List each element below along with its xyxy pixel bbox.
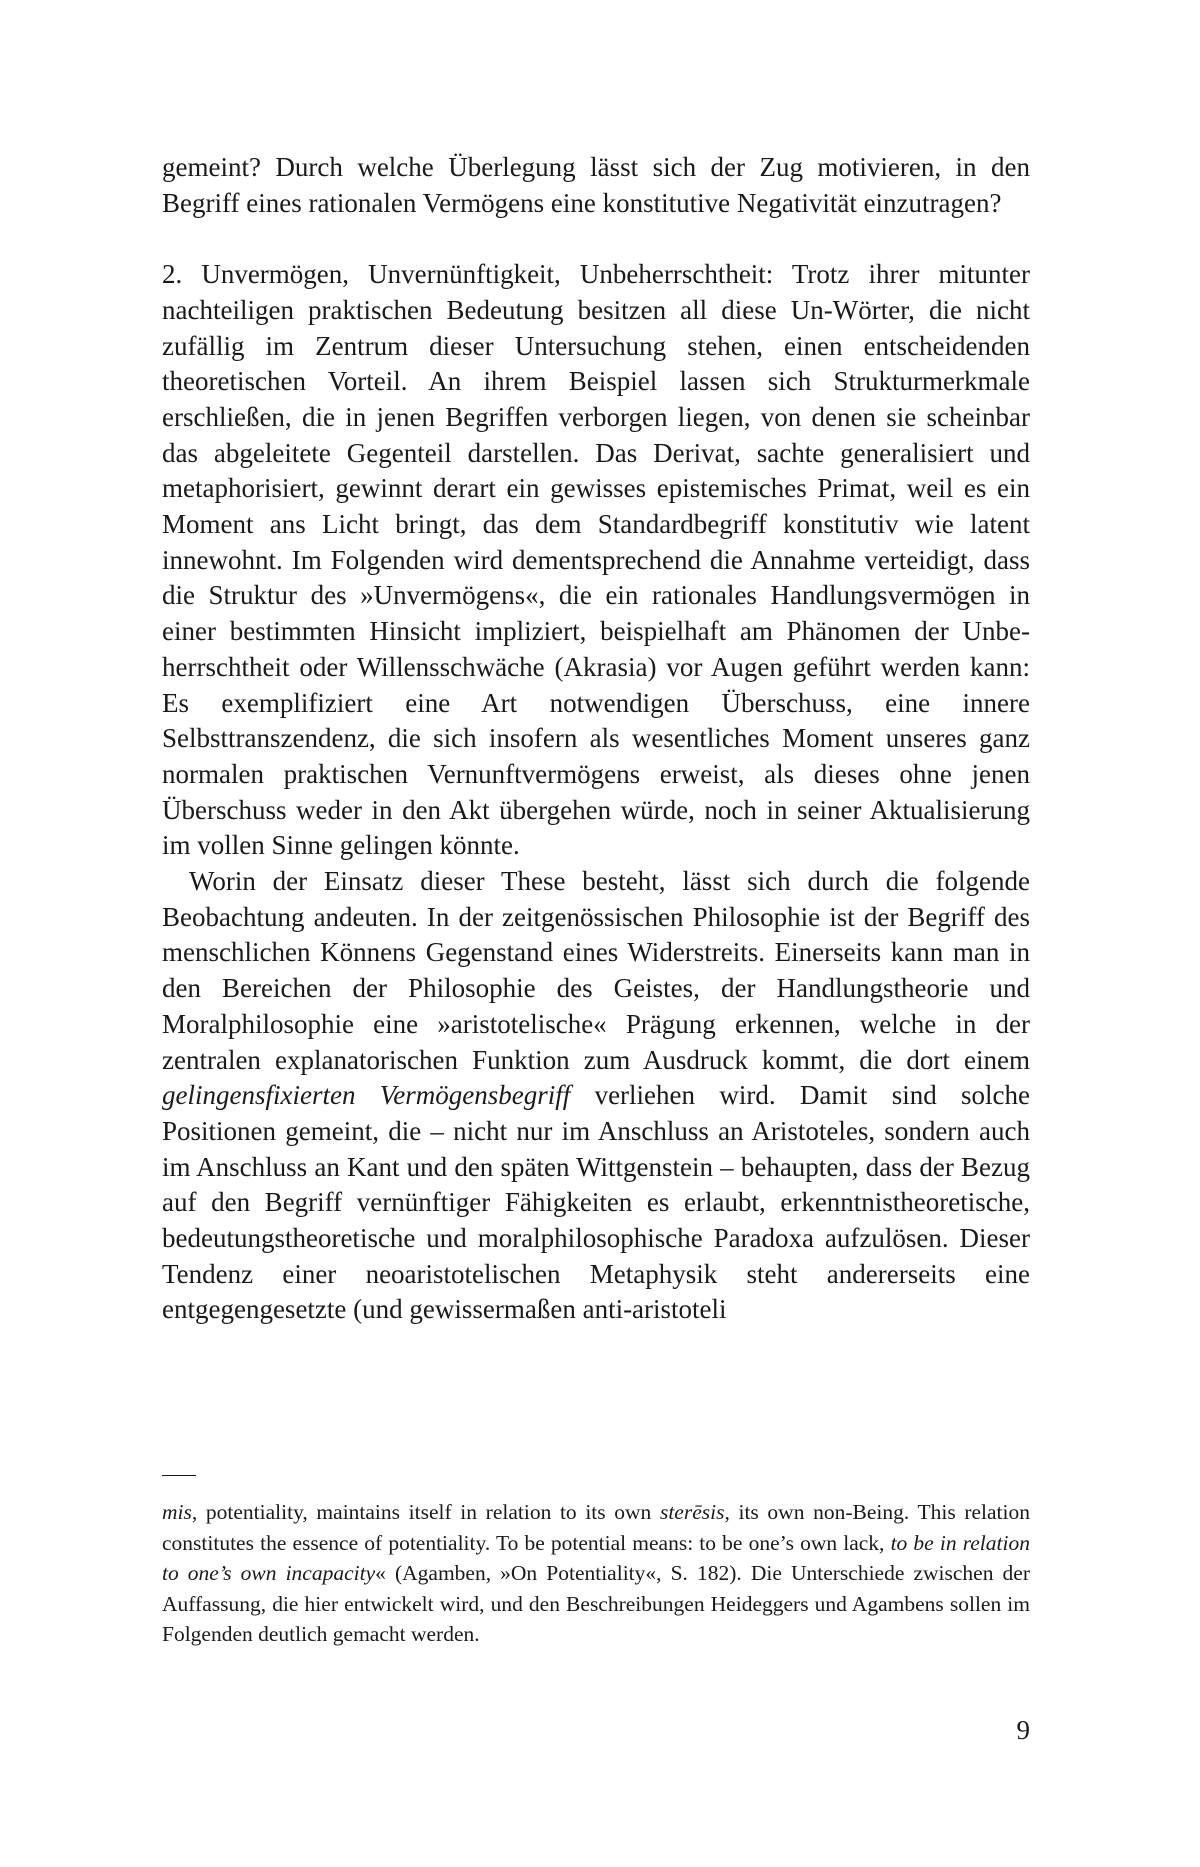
footnote-text-1: , potentiality, maintains itself in relation to its own — [191, 1500, 660, 1524]
page-number: 9 — [1016, 1715, 1030, 1745]
paragraph-thesis-emphasis: gelingensfixierten Vermögensbegriff — [162, 1080, 571, 1111]
footnote-italic-1: mis — [162, 1500, 192, 1524]
footnote-text-2: , its own non-Being. This relation constitutes the essence of potentiality. To be potential means: to be one’s own lack, — [162, 1500, 1031, 1555]
footnote-italic-3: to be in relation to one’s own incapacity — [162, 1530, 1030, 1586]
paragraph-thesis-text-2: verliehen wird. Damit sind solche Positionen gemeint, die – nicht nur im Anschluss an Aristoteles, sondern auch im Anschluss an Kant und den späten Wittgenstein – behaupten, dass der Bezug auf den Begriff vernünftiger Fähigkeiten es erlaubt, erkenntnistheoretische, bedeutungstheoretische und moralphilosophische Paradoxa aufzulösen. Dieser Tendenz einer neoaristotelischen Metaphysik steht andererseits eine entgegengesetzte (und gewissermaßen anti-aristoteli — [162, 1080, 1030, 1325]
book-page — [162, 150, 1030, 1840]
paragraph-section-2: 2. Unvermögen, Unvernünftigkeit, Unbeherrschtheit: Trotz ihrer mitunter nachteiligen praktischen Bedeutung besitzen all diese Un-Wörter, die nicht zufällig im Zentrum dieser Untersuchung stehen, einen entscheidenden theoretischen Vorteil. An ihrem Beispiel lassen sich Strukturmerkmale erschließen, die in jenen Begriffen verborgen liegen, von denen sie scheinbar das abgeleitete Gegenteil darstellen. Das Derivat, sachte generalisiert und metaphorisiert, gewinnt derart ein gewisses epistemisches Primat, weil es ein Moment ans Licht bringt, das dem Standardbegriff konstitutiv wie latent innewohnt. Im Folgenden wird dementsprechend die Annahme verteidigt, dass die Struktur des »Unvermögens«, die ein rationales Handlungsvermögen in einer bestimmten Hinsicht impliziert, beispielhaft am Phänomen der Unbeherrschtheit oder Willensschwäche (Akrasia) vor Augen geführt werden kann: Es exemplifiziert eine Art notwendigen Überschuss, eine innere Selbsttranszendenz, die sich insofern als wesentliches Moment unseres ganz normalen praktischen Vernunftvermögens erweist, als dieses ohne jenen Überschuss weder in den Akt übergehen würde, noch in seiner Aktualisierung im vollen Sinne gelingen könnte. — [162, 259, 1030, 861]
footnote-text-3: « (Agamben, »On Potentiality«, S. 182). Die Unterschiede zwischen der Auffassung, die hier entwickelt wird, und den Beschreibungen Heideggers und Agambens sollen im Folgenden deutlich gemacht werden. — [162, 1561, 1030, 1647]
paragraph-spacer — [162, 221, 1030, 257]
paragraph-thesis-text-1: Worin der Einsatz dieser These besteht, lässt sich durch die folgende Beobachtung andeuten. In der zeitgenössischen Philosophie ist der Begriff des menschlichen Könnens Gegenstand eines Widerstreits. Einerseits kann man in den Bereichen der Philosophie des Geistes, der Handlungstheorie und Moralphilosophie eine »aristotelische« Prägung erkennen, welche in der zentralen explanatorischen Funktion zum Ausdruck kommt, die dort einem — [162, 866, 1030, 1075]
footnote — [162, 1497, 1030, 1650]
paragraph-thesis — [162, 864, 1030, 1328]
paragraph-continuation: gemeint? Durch welche Überlegung lässt sich der Zug motivieren, in den Begriff eines rationalen Vermögens eine konstitutive Negativität einzutragen? — [162, 152, 1030, 218]
footnote-divider — [162, 1475, 196, 1476]
main-text — [162, 150, 1030, 1328]
footnote-italic-2: sterēsis — [659, 1500, 725, 1524]
